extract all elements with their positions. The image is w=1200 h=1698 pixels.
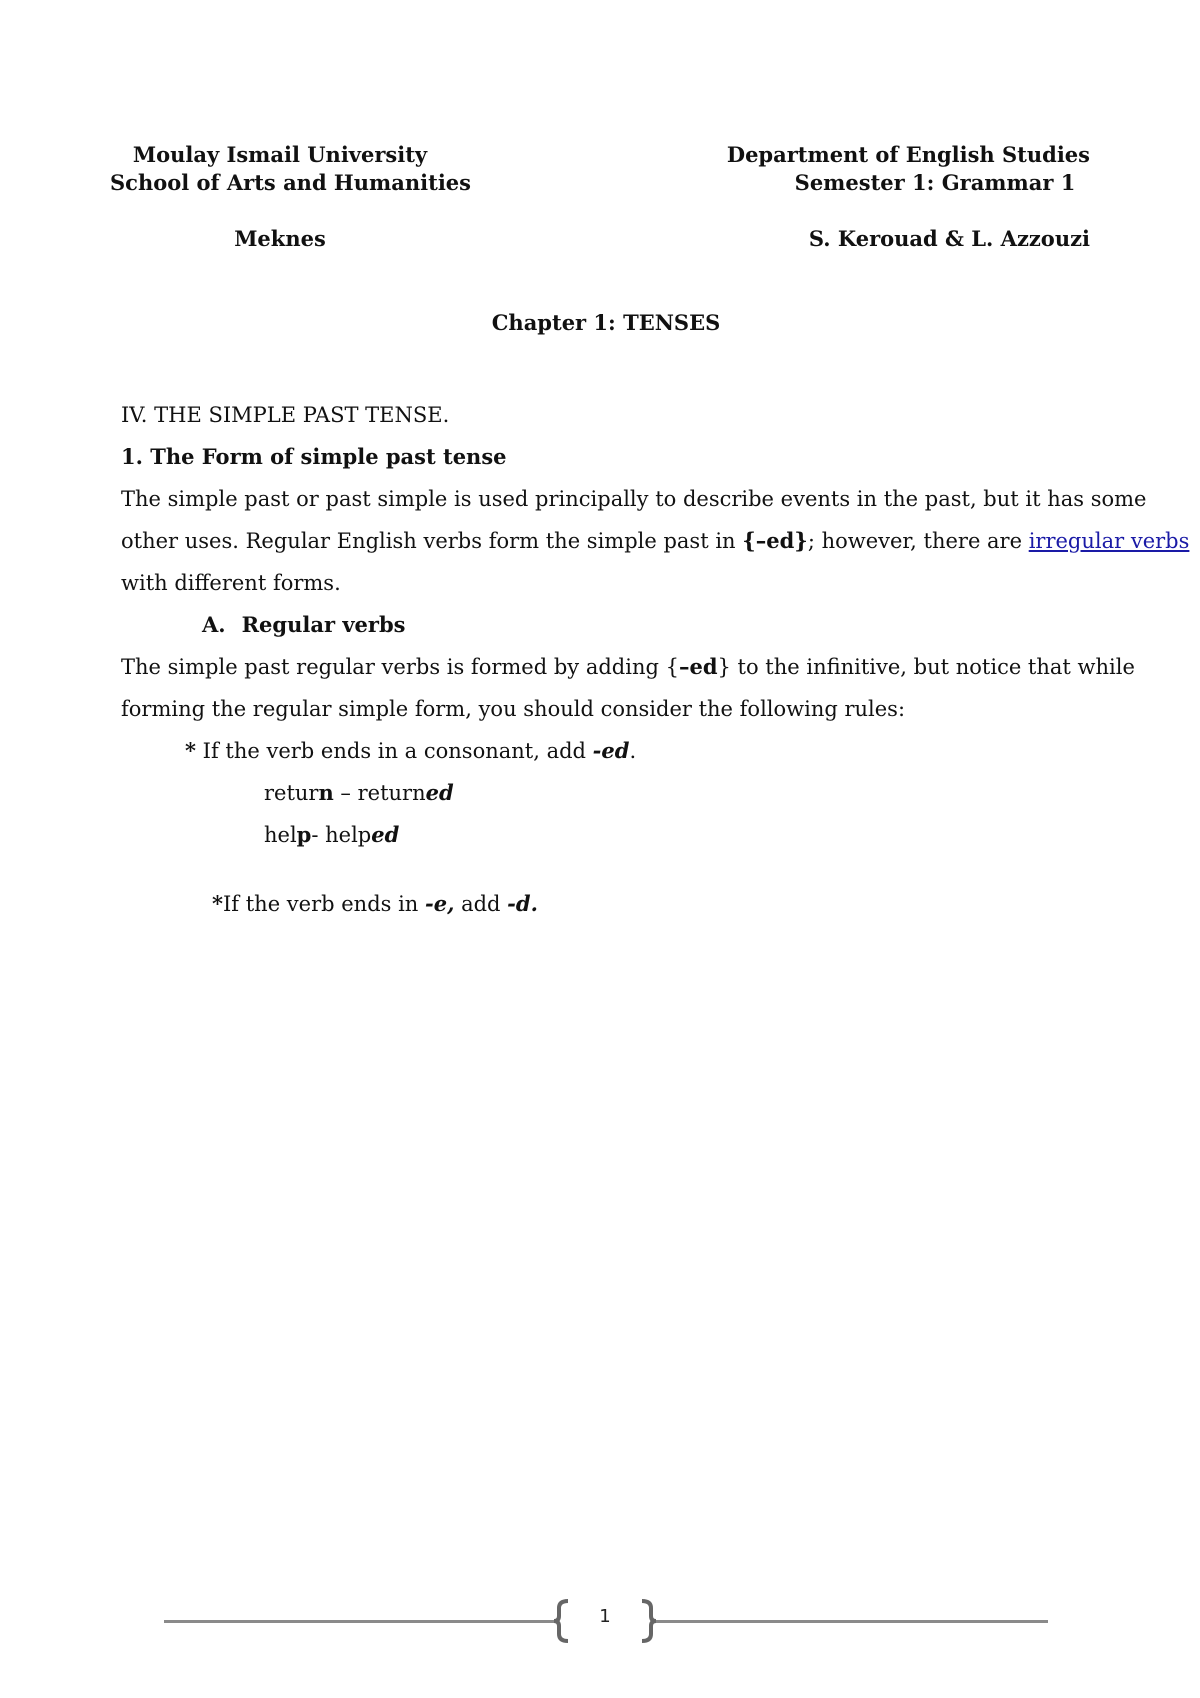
section-heading: IV. THE SIMPLE PAST TENSE.	[121, 403, 450, 427]
chapter-title: Chapter 1: TENSES	[491, 310, 721, 335]
rule-1-end: .	[629, 739, 637, 763]
rule-2-e-suffix: -e,	[425, 891, 455, 916]
para2-text-a: The simple past regular verbs is formed by adding {	[121, 655, 679, 679]
footer-line-left	[164, 1620, 554, 1623]
example-return	[264, 772, 454, 814]
para1-text-b: ; however, there are	[807, 529, 1029, 553]
rule-2-star: *	[212, 891, 223, 916]
para2-ed-bold: –ed	[678, 654, 718, 679]
example-help	[264, 814, 399, 856]
example-2-base: hel	[264, 823, 297, 847]
semester-label: Semester 1: Grammar 1	[794, 170, 1076, 195]
paragraph-2-line-2: forming the regular simple form, you should consider the following rules:	[121, 697, 906, 721]
example-1-base: retur	[264, 781, 319, 805]
paragraph-2-line-1	[121, 646, 1135, 688]
rule-2-text: If the verb ends in	[222, 892, 426, 916]
example-1-bold-letter: n	[318, 780, 334, 805]
city-name: Meknes	[234, 226, 326, 251]
para1-text-a: other uses. Regular English verbs form the simple past in	[121, 529, 743, 553]
ed-suffix-bold: {–ed}	[742, 528, 808, 553]
department-name: Department of English Studies	[726, 142, 1090, 167]
paragraph-1-line-2	[121, 520, 1190, 562]
footer-line-right	[656, 1620, 1048, 1623]
paragraph-1-line-1: The simple past or past simple is used principally to describe events in the past, but it has some	[121, 487, 1147, 511]
rule-2	[212, 883, 538, 925]
rule-2-d-suffix: -d.	[507, 891, 538, 916]
subsection-a-heading	[202, 604, 405, 646]
example-2-suffix: ed	[371, 822, 400, 847]
rule-1-suffix: -ed	[592, 738, 630, 763]
footer-bracket-left-icon	[552, 1598, 572, 1644]
example-1-suffix: ed	[425, 780, 454, 805]
example-2-mid: - help	[311, 823, 372, 847]
rule-2-add: add	[454, 892, 508, 916]
rule-1-text: If the verb ends in a consonant, add	[195, 739, 593, 763]
page-number: 1	[599, 1606, 611, 1627]
paragraph-1-line-3: with different forms.	[121, 571, 341, 595]
school-name: School of Arts and Humanities	[110, 170, 471, 195]
footer-bracket-right-icon	[638, 1598, 658, 1644]
university-name: Moulay Ismail University	[132, 142, 428, 167]
rule-1-star: *	[185, 738, 196, 763]
irregular-verbs-link[interactable]: irregular verbs	[1028, 529, 1190, 553]
example-1-mid: – return	[333, 781, 426, 805]
subsection-title: Regular verbs	[241, 612, 406, 637]
para2-text-b: } to the infinitive, but notice that while	[717, 655, 1135, 679]
subheading: 1. The Form of simple past tense	[121, 444, 507, 469]
authors: S. Kerouad & L. Azzouzi	[808, 226, 1090, 251]
subsection-marker: A.	[202, 612, 226, 637]
example-2-bold-letter: p	[296, 822, 312, 847]
rule-1	[185, 730, 636, 772]
